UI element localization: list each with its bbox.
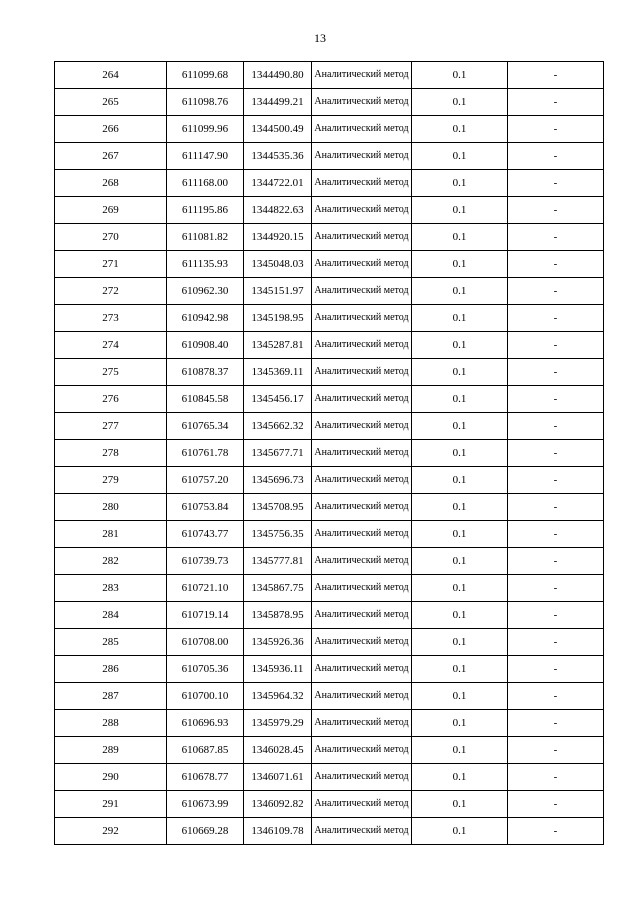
table-row [55,602,604,629]
note-cell: - [508,278,604,305]
table-row [55,656,604,683]
note-cell: - [508,764,604,791]
table-row [55,143,604,170]
accuracy-cell: 0.1 [412,359,508,386]
method-cell: Аналитический метод [312,89,412,116]
method-cell: Аналитический метод [312,251,412,278]
table-row [55,818,604,845]
note-cell: - [508,467,604,494]
point-number-cell: 265 [55,89,167,116]
accuracy-cell: 0.1 [412,818,508,845]
table-row [55,116,604,143]
method-cell: Аналитический метод [312,413,412,440]
method-cell: Аналитический метод [312,521,412,548]
y-coordinate-cell: 1346092.82 [244,791,312,818]
point-number-cell: 277 [55,413,167,440]
note-cell: - [508,116,604,143]
x-coordinate-cell: 610962.30 [167,278,244,305]
point-number-cell: 279 [55,467,167,494]
accuracy-cell: 0.1 [412,89,508,116]
y-coordinate-cell: 1345708.95 [244,494,312,521]
table-row [55,278,604,305]
x-coordinate-cell: 610669.28 [167,818,244,845]
table-row [55,521,604,548]
point-number-cell: 280 [55,494,167,521]
y-coordinate-cell: 1345048.03 [244,251,312,278]
note-cell: - [508,575,604,602]
x-coordinate-cell: 610721.10 [167,575,244,602]
point-number-cell: 271 [55,251,167,278]
x-coordinate-cell: 610753.84 [167,494,244,521]
y-coordinate-cell: 1344920.15 [244,224,312,251]
y-coordinate-cell: 1345696.73 [244,467,312,494]
y-coordinate-cell: 1346071.61 [244,764,312,791]
method-cell: Аналитический метод [312,602,412,629]
y-coordinate-cell: 1345964.32 [244,683,312,710]
y-coordinate-cell: 1344822.63 [244,197,312,224]
accuracy-cell: 0.1 [412,440,508,467]
note-cell: - [508,251,604,278]
point-number-cell: 287 [55,683,167,710]
method-cell: Аналитический метод [312,629,412,656]
accuracy-cell: 0.1 [412,305,508,332]
method-cell: Аналитический метод [312,62,412,89]
y-coordinate-cell: 1345756.35 [244,521,312,548]
point-number-cell: 286 [55,656,167,683]
accuracy-cell: 0.1 [412,629,508,656]
y-coordinate-cell: 1345926.36 [244,629,312,656]
accuracy-cell: 0.1 [412,278,508,305]
method-cell: Аналитический метод [312,359,412,386]
point-number-cell: 274 [55,332,167,359]
accuracy-cell: 0.1 [412,710,508,737]
accuracy-cell: 0.1 [412,683,508,710]
accuracy-cell: 0.1 [412,575,508,602]
point-number-cell: 268 [55,170,167,197]
accuracy-cell: 0.1 [412,602,508,629]
x-coordinate-cell: 610765.34 [167,413,244,440]
accuracy-cell: 0.1 [412,548,508,575]
coordinates-table [54,61,604,845]
note-cell: - [508,494,604,521]
x-coordinate-cell: 610878.37 [167,359,244,386]
accuracy-cell: 0.1 [412,467,508,494]
accuracy-cell: 0.1 [412,764,508,791]
point-number-cell: 276 [55,386,167,413]
point-number-cell: 269 [55,197,167,224]
table-row [55,683,604,710]
table-row [55,467,604,494]
method-cell: Аналитический метод [312,116,412,143]
method-cell: Аналитический метод [312,224,412,251]
accuracy-cell: 0.1 [412,494,508,521]
x-coordinate-cell: 610845.58 [167,386,244,413]
point-number-cell: 282 [55,548,167,575]
method-cell: Аналитический метод [312,737,412,764]
x-coordinate-cell: 610678.77 [167,764,244,791]
table-row [55,710,604,737]
y-coordinate-cell: 1345867.75 [244,575,312,602]
method-cell: Аналитический метод [312,170,412,197]
method-cell: Аналитический метод [312,197,412,224]
note-cell: - [508,737,604,764]
y-coordinate-cell: 1346109.78 [244,818,312,845]
note-cell: - [508,89,604,116]
x-coordinate-cell: 611081.82 [167,224,244,251]
y-coordinate-cell: 1345677.71 [244,440,312,467]
x-coordinate-cell: 610942.98 [167,305,244,332]
y-coordinate-cell: 1345198.95 [244,305,312,332]
point-number-cell: 291 [55,791,167,818]
x-coordinate-cell: 610739.73 [167,548,244,575]
note-cell: - [508,629,604,656]
x-coordinate-cell: 611099.68 [167,62,244,89]
x-coordinate-cell: 610757.20 [167,467,244,494]
x-coordinate-cell: 610908.40 [167,332,244,359]
table-row [55,413,604,440]
note-cell: - [508,332,604,359]
accuracy-cell: 0.1 [412,413,508,440]
y-coordinate-cell: 1344490.80 [244,62,312,89]
note-cell: - [508,818,604,845]
method-cell: Аналитический метод [312,710,412,737]
accuracy-cell: 0.1 [412,737,508,764]
note-cell: - [508,656,604,683]
note-cell: - [508,710,604,737]
accuracy-cell: 0.1 [412,386,508,413]
point-number-cell: 281 [55,521,167,548]
x-coordinate-cell: 610700.10 [167,683,244,710]
note-cell: - [508,413,604,440]
table-row [55,737,604,764]
x-coordinate-cell: 610708.00 [167,629,244,656]
x-coordinate-cell: 610743.77 [167,521,244,548]
x-coordinate-cell: 610705.36 [167,656,244,683]
point-number-cell: 289 [55,737,167,764]
y-coordinate-cell: 1344535.36 [244,143,312,170]
table-row [55,386,604,413]
table-row [55,575,604,602]
x-coordinate-cell: 611135.93 [167,251,244,278]
accuracy-cell: 0.1 [412,791,508,818]
point-number-cell: 267 [55,143,167,170]
table-row [55,791,604,818]
method-cell: Аналитический метод [312,332,412,359]
method-cell: Аналитический метод [312,440,412,467]
y-coordinate-cell: 1345936.11 [244,656,312,683]
method-cell: Аналитический метод [312,305,412,332]
point-number-cell: 284 [55,602,167,629]
table-row [55,170,604,197]
y-coordinate-cell: 1344722.01 [244,170,312,197]
method-cell: Аналитический метод [312,575,412,602]
x-coordinate-cell: 610696.93 [167,710,244,737]
point-number-cell: 266 [55,116,167,143]
y-coordinate-cell: 1345456.17 [244,386,312,413]
note-cell: - [508,224,604,251]
y-coordinate-cell: 1345369.11 [244,359,312,386]
accuracy-cell: 0.1 [412,332,508,359]
method-cell: Аналитический метод [312,764,412,791]
table-row [55,764,604,791]
accuracy-cell: 0.1 [412,197,508,224]
method-cell: Аналитический метод [312,818,412,845]
x-coordinate-cell: 610687.85 [167,737,244,764]
note-cell: - [508,170,604,197]
accuracy-cell: 0.1 [412,251,508,278]
method-cell: Аналитический метод [312,683,412,710]
table-row [55,197,604,224]
point-number-cell: 264 [55,62,167,89]
note-cell: - [508,386,604,413]
accuracy-cell: 0.1 [412,170,508,197]
y-coordinate-cell: 1345287.81 [244,332,312,359]
note-cell: - [508,305,604,332]
y-coordinate-cell: 1345979.29 [244,710,312,737]
method-cell: Аналитический метод [312,548,412,575]
method-cell: Аналитический метод [312,656,412,683]
x-coordinate-cell: 611098.76 [167,89,244,116]
method-cell: Аналитический метод [312,467,412,494]
note-cell: - [508,791,604,818]
note-cell: - [508,521,604,548]
point-number-cell: 275 [55,359,167,386]
x-coordinate-cell: 611168.00 [167,170,244,197]
accuracy-cell: 0.1 [412,521,508,548]
method-cell: Аналитический метод [312,278,412,305]
x-coordinate-cell: 611147.90 [167,143,244,170]
accuracy-cell: 0.1 [412,224,508,251]
accuracy-cell: 0.1 [412,656,508,683]
method-cell: Аналитический метод [312,143,412,170]
table-row [55,440,604,467]
note-cell: - [508,143,604,170]
y-coordinate-cell: 1344500.49 [244,116,312,143]
table-row [55,305,604,332]
table-row [55,629,604,656]
method-cell: Аналитический метод [312,386,412,413]
accuracy-cell: 0.1 [412,143,508,170]
y-coordinate-cell: 1344499.21 [244,89,312,116]
y-coordinate-cell: 1345878.95 [244,602,312,629]
table-row [55,359,604,386]
accuracy-cell: 0.1 [412,116,508,143]
table-row [55,548,604,575]
table-row [55,251,604,278]
note-cell: - [508,62,604,89]
point-number-cell: 290 [55,764,167,791]
y-coordinate-cell: 1345777.81 [244,548,312,575]
y-coordinate-cell: 1345662.32 [244,413,312,440]
table-row [55,494,604,521]
point-number-cell: 278 [55,440,167,467]
x-coordinate-cell: 610761.78 [167,440,244,467]
point-number-cell: 272 [55,278,167,305]
table-row [55,89,604,116]
note-cell: - [508,359,604,386]
note-cell: - [508,440,604,467]
table-row [55,332,604,359]
x-coordinate-cell: 610673.99 [167,791,244,818]
note-cell: - [508,548,604,575]
page-number: 13 [314,31,326,45]
table-body [55,62,604,845]
y-coordinate-cell: 1346028.45 [244,737,312,764]
point-number-cell: 292 [55,818,167,845]
point-number-cell: 283 [55,575,167,602]
note-cell: - [508,602,604,629]
method-cell: Аналитический метод [312,494,412,521]
x-coordinate-cell: 611099.96 [167,116,244,143]
x-coordinate-cell: 610719.14 [167,602,244,629]
table-row [55,62,604,89]
note-cell: - [508,197,604,224]
method-cell: Аналитический метод [312,791,412,818]
x-coordinate-cell: 611195.86 [167,197,244,224]
point-number-cell: 273 [55,305,167,332]
point-number-cell: 288 [55,710,167,737]
table-row [55,224,604,251]
point-number-cell: 285 [55,629,167,656]
y-coordinate-cell: 1345151.97 [244,278,312,305]
accuracy-cell: 0.1 [412,62,508,89]
point-number-cell: 270 [55,224,167,251]
note-cell: - [508,683,604,710]
